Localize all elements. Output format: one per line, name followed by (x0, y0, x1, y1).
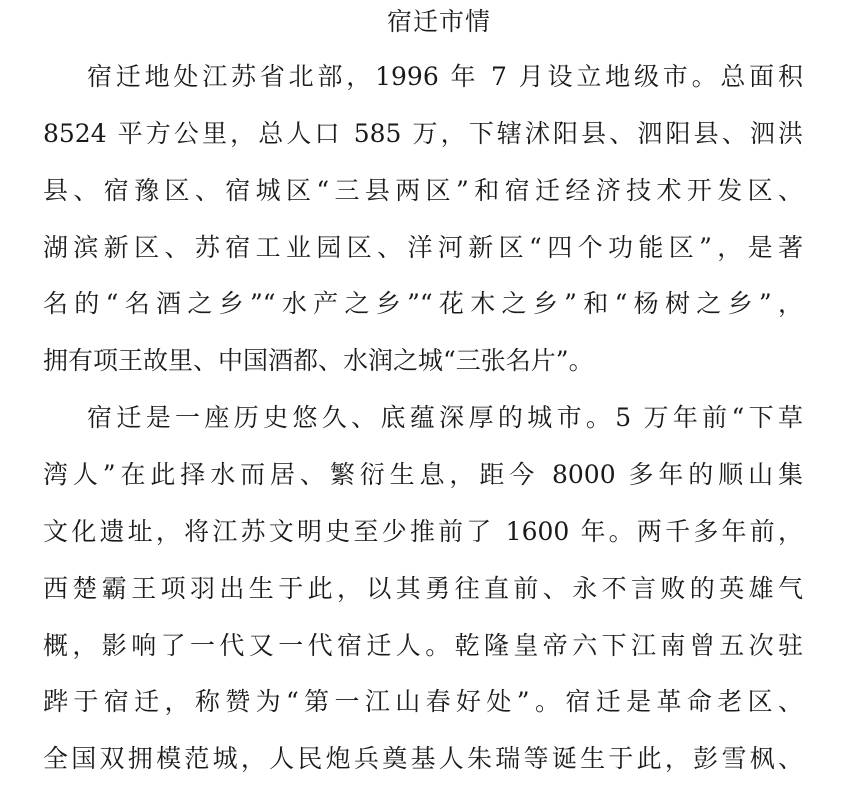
paragraph-1-line-2: 8524 平方公里，总人口 585 万，下辖沭阳县、泗阳县、泗洪 (43, 119, 803, 148)
paragraph-2-line-5: 概，影响了一代又一代宿迁人。乾隆皇帝六下江南曾五次驻 (43, 631, 803, 660)
paragraph-1-line-1: 宿迁地处江苏省北部，1996 年 7 月设立地级市。总面积 (87, 62, 803, 91)
document-title: 宿迁市情 (386, 7, 491, 36)
paragraph-1-line-4: 湖滨新区、苏宿工业园区、洋河新区“四个功能区”，是著 (43, 233, 803, 262)
paragraph-1-line-6: 拥有项王故里、中国酒都、水润之城“三张名片”。 (43, 346, 594, 375)
paragraph-2-line-3: 文化遗址，将江苏文明史至少推前了 1600 年。两千多年前， (43, 517, 803, 546)
paragraph-2-line-1: 宿迁是一座历史悠久、底蕴深厚的城市。5 万年前“下草 (87, 403, 803, 432)
paragraph-2-line-7: 全国双拥模范城，人民炮兵奠基人朱瑞等诞生于此，彭雪枫、 (43, 744, 803, 773)
paragraph-2-line-4: 西楚霸王项羽出生于此，以其勇往直前、永不言败的英雄气 (43, 574, 803, 603)
paragraph-1-line-5: 名的“名酒之乡”“水产之乡”“花木之乡”和“杨树之乡”， (43, 289, 803, 318)
paragraph-2-line-6: 跸于宿迁，称赞为“第一江山春好处”。宿迁是革命老区、 (43, 687, 803, 716)
paragraph-2-line-2: 湾人”在此择水而居、繁衍生息，距今 8000 多年的顺山集 (43, 460, 803, 489)
paragraph-1-line-3: 县、宿豫区、宿城区“三县两区”和宿迁经济技术开发区、 (43, 176, 803, 205)
